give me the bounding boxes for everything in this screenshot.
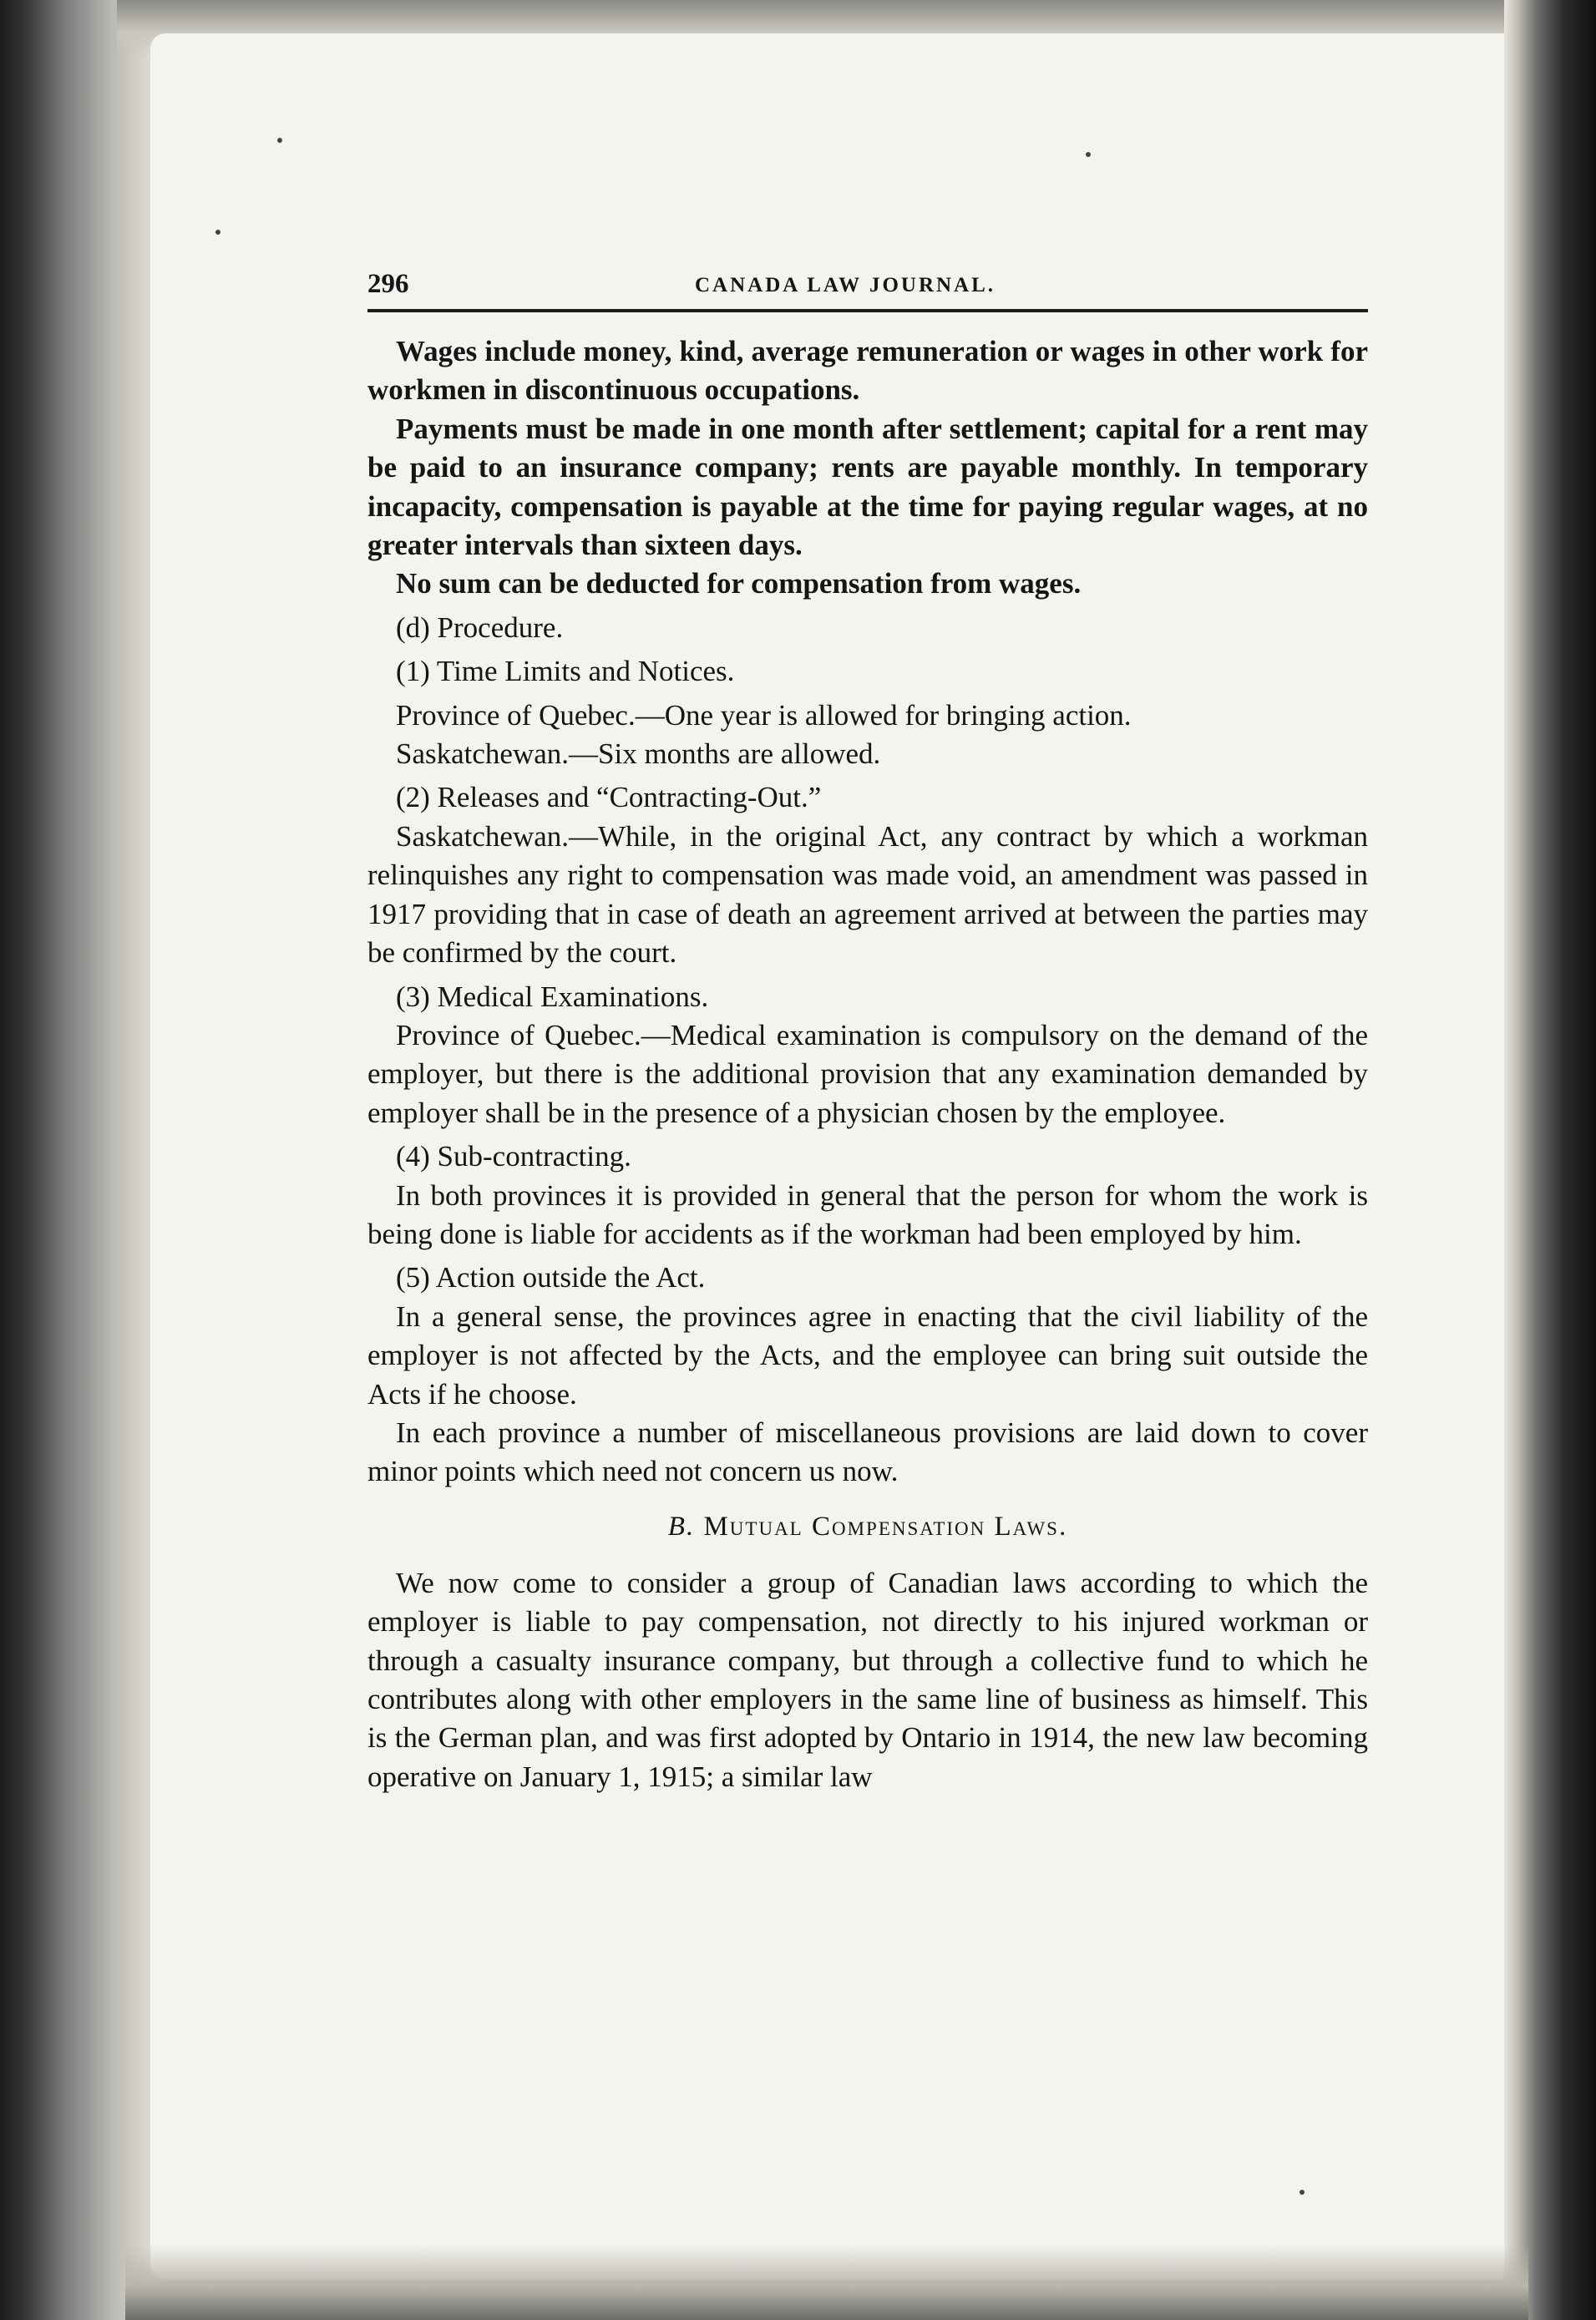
journal-title: CANADA LAW JOURNAL. xyxy=(695,274,996,296)
paragraph-quebec-medical: Province of Quebec.—Medical examination is compulsory on the demand of the employer, but there is the additional provision that any examination demanded by employer shall be in the presence of a physician chosen by the employee. xyxy=(367,1018,1368,1129)
paragraph-payments: Payments must be made in one month after settlement; capital for a rent may be paid to an insurance company; rents are payable monthly. In temporary incapacity, compensation is payable at the time for paying regular wages, at no greater intervals than sixteen days. xyxy=(367,412,1368,562)
subheading-medical: (3) Medical Examinations. xyxy=(396,980,709,1013)
scan-speck xyxy=(215,230,220,235)
scan-speck xyxy=(277,138,282,143)
section-letter: B. xyxy=(667,1511,696,1542)
running-head xyxy=(367,266,1368,312)
subheading-action-outside: (5) Action outside the Act. xyxy=(396,1261,706,1294)
section-heading xyxy=(367,1512,1368,1542)
paragraph-deductions: No sum can be deducted for compensation from wages. xyxy=(396,567,1082,600)
scan-bottom-edge xyxy=(125,2245,1528,2320)
page-number: 296 xyxy=(367,269,409,299)
paragraph-mutual-compensation: We now come to consider a group of Canadian laws according to which the employer is liable to pay compensation, not directly to his injured workman or through a casualty insurance company, but through a collective fund to which he contributes along with other employers in the same line of business as himself. This is the German plan, and was first adopted by Ontario in 1914, the new law becoming operative on January 1, 1915; a similar law xyxy=(367,1566,1368,1793)
paragraph-wages: Wages include money, kind, average remuneration or wages in other work for workmen in discontinuous occupations. xyxy=(367,335,1368,407)
section-title: Mutual Compensation Laws. xyxy=(703,1511,1068,1542)
paragraph-action-outside: In a general sense, the provinces agree in enacting that the civil liability of the employer is not affected by the Acts, and the employee can bring suit outside the Acts if he choose. xyxy=(367,1299,1368,1411)
page-content xyxy=(367,266,1368,1796)
paragraph-miscellaneous: In each province a number of miscellaneous provisions are laid down to cover minor points which need not concern us now. xyxy=(367,1416,1368,1488)
book-gutter-right xyxy=(1504,0,1596,2320)
paragraph-quebec-limits: Province of Quebec.—One year is allowed for bringing action. xyxy=(396,698,1132,732)
paragraph-saskatchewan-limits: Saskatchewan.—Six months are allowed. xyxy=(396,737,881,771)
subheading-subcontracting: (4) Sub-contracting. xyxy=(396,1140,631,1173)
scan-speck xyxy=(1086,152,1091,157)
paragraph-saskatchewan-releases: Saskatchewan.—While, in the original Act, any contract by which a workman relinquishes any right to compensation was made void, an amendment was passed in 1917 providing that in case of death an agreement arrived at between the parties may be confirmed by the court. xyxy=(367,819,1368,970)
paragraph-subcontracting: In both provinces it is provided in general that the person for whom the work is being done is liable for accidents as if the workman had been employed by him. xyxy=(367,1178,1368,1250)
book-gutter-left xyxy=(0,0,159,2320)
subheading-procedure: (d) Procedure. xyxy=(396,610,564,644)
subheading-time-limits: (1) Time Limits and Notices. xyxy=(396,655,735,688)
subheading-releases: (2) Releases and “Contracting-Out.” xyxy=(396,781,822,814)
scan-speck xyxy=(1300,2190,1305,2195)
